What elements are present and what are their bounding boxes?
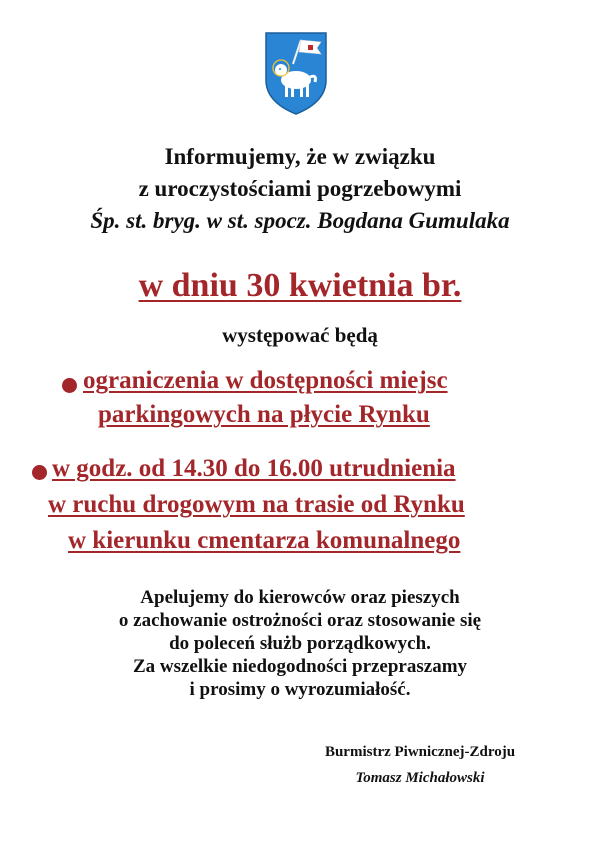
bullet-line: parkingowych na płycie Rynku xyxy=(98,401,430,428)
appeal-line: o zachowanie ostrożności oraz stosowanie się xyxy=(118,610,482,631)
signature-name: Tomasz Michałowski xyxy=(355,770,485,786)
bullet-line: ograniczenia w dostępności miejsc xyxy=(83,367,448,394)
signature xyxy=(290,739,550,791)
date-heading: w dniu 30 kwietnia br. xyxy=(138,267,462,304)
bullet-line: w ruchu drogowym na trasie od Rynku xyxy=(48,491,465,518)
appeal-line: do poleceń służb porządkowych. xyxy=(169,633,431,654)
appeal-line: Apelujemy do kierowców oraz pieszych xyxy=(140,587,460,608)
bullet-line: w kierunku cmentarza komunalnego xyxy=(68,527,461,554)
bullet-dot-icon xyxy=(62,378,77,393)
signature-title: Burmistrz Piwnicznej-Zdroju xyxy=(324,744,516,760)
intro-line-3: Śp. st. bryg. w st. spocz. Bogdana Gumulaka xyxy=(90,208,510,233)
bullet-line: w godz. od 14.30 do 16.00 utrudnienia xyxy=(52,455,456,482)
intro-text xyxy=(0,141,600,237)
intro-line-2: z uroczystościami pogrzebowymi xyxy=(138,176,462,201)
appeal-line: Za wszelkie niedogodności przepraszamy xyxy=(132,656,468,677)
coat-of-arms-icon xyxy=(263,30,329,116)
intro-line-1: Informujemy, że w związku xyxy=(164,144,436,169)
will-be-text: występować będą xyxy=(222,323,378,347)
appeal-line: i prosimy o wyrozumiałość. xyxy=(189,679,411,700)
bullet-dot-icon xyxy=(32,465,47,480)
appeal-text xyxy=(0,586,600,701)
